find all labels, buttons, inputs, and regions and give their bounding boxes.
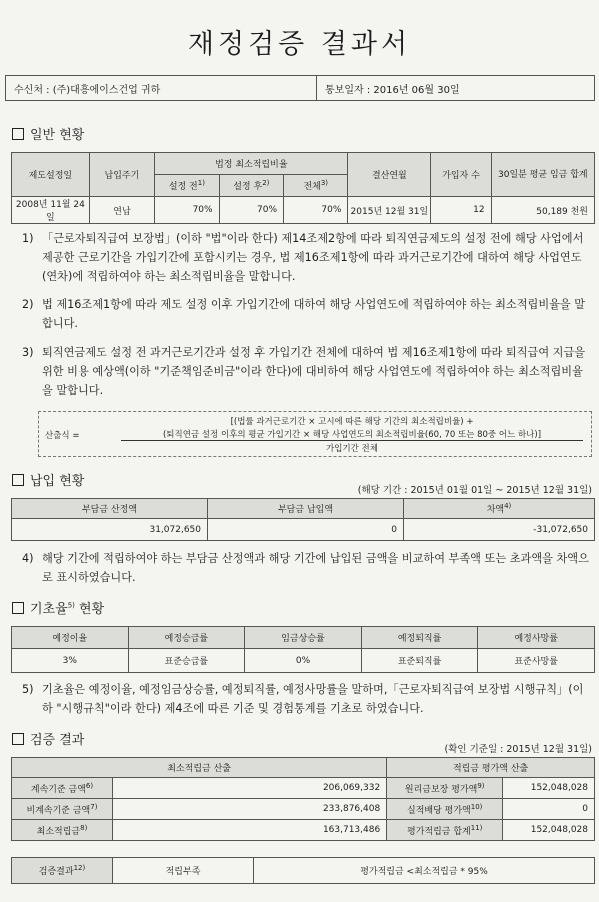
- row-label-text: 최소적립금: [36, 826, 81, 837]
- document-title: 재정검증 결과서: [187, 29, 412, 60]
- th-after: [219, 175, 283, 197]
- th-members: 가입자 수: [431, 153, 491, 197]
- check-date: (확인 기준일 : 2015년 12월 31일): [444, 744, 592, 755]
- footnote-ref: 8): [80, 823, 88, 832]
- checkbox-icon: [12, 474, 24, 486]
- th-diff-label: 차액: [486, 505, 505, 515]
- row-label: [12, 799, 113, 820]
- th-eval: 적립금 평가액 산출: [387, 758, 595, 778]
- formula-numerator-1: [(법률 과거근로기간 × 고시에 따른 해당 기간의 최소적립비율) +: [230, 417, 474, 427]
- cell-diff: -31,072,650: [404, 519, 595, 541]
- footnote-num: 3): [22, 346, 34, 359]
- th-burden: 부담금 산정액: [12, 499, 208, 519]
- footnote-num: 5): [22, 683, 34, 696]
- cell-members: 12: [431, 197, 491, 224]
- footnote-ref: 7): [90, 802, 98, 811]
- basis-table: [11, 626, 595, 673]
- cell-mortality: 표준사망률: [478, 649, 595, 673]
- footnote-text: 「근로자퇴직급여 보장법」(이하 "법"이라 한다) 제14조제2항에 따라 퇴직연금제도의 설정 전에 해당 사업에서 제공한 근로기간을 가입기간에 포함시키는 경우, 법 제16조제1항에 따라 과거근로기간에 대하여 해당 사업연도(연차)에 적립하여야 하는 최소적립비율을 말합니다.: [42, 232, 584, 283]
- row-label: [12, 778, 113, 799]
- th-diff: [404, 499, 595, 519]
- th-promotion: 예정승급률: [128, 627, 245, 649]
- footnote-num: 1): [22, 232, 34, 245]
- cell-avg-wage: 50,189 천원: [491, 197, 594, 224]
- row-label-text: 계속기준 금액: [30, 784, 86, 795]
- cell-after: 70%: [219, 197, 283, 224]
- row-value: 206,069,332: [113, 778, 387, 799]
- table-row: [12, 799, 595, 820]
- section-result: [12, 729, 84, 748]
- th-before-label: 설정 전: [168, 182, 198, 192]
- payment-period: (해당 기간 : 2015년 01월 01일 ~ 2015년 12월 31일): [357, 485, 592, 496]
- footnote-text: 법 제16조제1항에 따라 제도 설정 이후 가입기간에 대하여 해당 사업연도에 적립하여야 하는 최소적립비율을 말합니다.: [42, 298, 586, 330]
- row-label-text: 실적배당 평가액: [407, 805, 471, 816]
- notice-date: 통보일자 : 2016년 06월 30일: [325, 84, 460, 96]
- row-label: [387, 778, 503, 799]
- section-basis-title: [30, 598, 104, 617]
- footnote-ref: 10): [470, 802, 483, 811]
- row-label: [387, 799, 503, 820]
- footnote-text: 퇴직연금제도 설정 전 과거근로기간과 설정 후 가입기간 전체에 대하여 법 제16조제1항에 따라 퇴직급여 지급을 위한 비용 예상액(이하 "기준책임준비금"이라 한다)에 대비하여 해당 사업연도에 적립하여야 하는 최소적립비율을 말합니다.: [42, 346, 586, 397]
- row-label: [12, 820, 113, 841]
- cell-paid: 0: [208, 519, 404, 541]
- section-payment: [12, 470, 84, 489]
- row-label: [387, 820, 503, 841]
- cell-rate: 3%: [12, 649, 129, 673]
- footnote-ref: 9): [477, 781, 485, 790]
- section-basis-tail: 현황: [79, 602, 105, 617]
- formula-numerator-2: (퇴직연금 설정 이후의 평균 가입기간 × 해당 사업연도의 최소적립비율(60, 70 또는 80중 어느 하나)]: [162, 430, 542, 440]
- th-settle: 결산연월: [348, 153, 431, 197]
- footnote-3: [22, 343, 590, 400]
- final-result-table: [11, 857, 595, 884]
- footnote-text: 기초율은 예정이율, 예정임금상승률, 예정퇴직률, 예정사망률을 말하며,「근로자퇴직급여 보장법 시행규칙」(이하 "시행규칙"이라 한다) 제4조에 따른 기준 및 경험통계를 기초로 하였습니다.: [42, 683, 584, 715]
- footnote-5: [22, 680, 590, 718]
- final-label-text: 검증결과: [38, 867, 74, 877]
- row-value: 163,713,486: [113, 820, 387, 841]
- cell-retirement: 표준퇴직률: [361, 649, 478, 673]
- th-total-label: 전체: [303, 182, 321, 192]
- table-row: [12, 820, 595, 841]
- footnote-4: [22, 549, 590, 587]
- th-wage-growth: 임금상승률: [245, 627, 362, 649]
- footnote-2: [22, 295, 590, 333]
- footnote-ref: 2): [262, 179, 270, 187]
- table-row: [12, 858, 595, 884]
- formula-denominator: 가입기간 전체: [326, 444, 378, 454]
- footnote-num: 4): [22, 552, 34, 565]
- table-row: [12, 649, 595, 673]
- cell-setup-date: 2008년 11월 24일: [12, 197, 90, 224]
- result-table: [11, 757, 595, 841]
- section-basis: [12, 598, 104, 617]
- fraction-line: [121, 440, 583, 441]
- row-label-text: 비계속기준 금액: [26, 805, 91, 816]
- th-setup-date: 제도설정일: [12, 153, 90, 197]
- cell-total: 70%: [284, 197, 348, 224]
- cell-promotion: 표준승급률: [128, 649, 245, 673]
- th-payment-cycle: 납입주기: [89, 153, 154, 197]
- cell-wage-growth: 0%: [245, 649, 362, 673]
- section-payment-title: 납입 현황: [30, 474, 85, 489]
- th-legal-ratio: 법정 최소적립비율: [155, 153, 348, 175]
- section-general-title: 일반 현황: [30, 128, 85, 143]
- th-retirement: 예정퇴직률: [361, 627, 478, 649]
- section-basis-label: 기초율: [30, 602, 68, 617]
- payment-table: [11, 498, 595, 541]
- section-general: [12, 124, 84, 143]
- th-avg-wage: 30일분 평균 임금 합계: [491, 153, 594, 197]
- table-row: [12, 519, 595, 541]
- th-after-label: 설정 후: [233, 182, 263, 192]
- formula-box: [38, 411, 592, 457]
- cell-payment-cycle: 연납: [89, 197, 154, 224]
- footnote-ref: 3): [320, 179, 329, 187]
- final-label: [12, 858, 113, 884]
- final-status: 적립부족: [113, 858, 254, 884]
- row-value: 152,048,028: [503, 778, 595, 799]
- footnote-ref: 11): [470, 823, 483, 832]
- th-rate: 예정이율: [12, 627, 129, 649]
- checkbox-icon: [12, 128, 24, 140]
- table-row: [12, 197, 595, 224]
- cell-before: 70%: [155, 197, 219, 224]
- th-total: [284, 175, 348, 197]
- footnote-ref: 12): [73, 864, 86, 872]
- footnote-text: 해당 기간에 적립하여야 하는 부담금 산정액과 해당 기간에 납입된 금액을 비교하여 부족액 또는 초과액을 차액으로 표시하였습니다.: [42, 552, 589, 584]
- checkbox-icon: [12, 733, 24, 745]
- row-label-text: 원리금보장 평가액: [404, 784, 478, 795]
- general-table: [11, 152, 595, 224]
- footnote-ref: 5): [67, 601, 75, 610]
- section-result-title: 검증 결과: [30, 733, 85, 748]
- cell-settle: 2015년 12월 31일: [348, 197, 431, 224]
- row-value: 0: [503, 799, 595, 820]
- formula-label: 산출식 =: [45, 431, 80, 441]
- table-row: [12, 778, 595, 799]
- row-label-text: 평가적립금 합계: [407, 826, 471, 837]
- checkbox-icon: [12, 602, 24, 614]
- th-paid: 부담금 납입액: [208, 499, 404, 519]
- recipient: 수신처 : (주)대흥에이스건업 귀하: [6, 76, 317, 100]
- footnote-num: 2): [22, 298, 34, 311]
- footnote-ref: 6): [85, 781, 94, 790]
- footnote-ref: 1): [197, 179, 205, 187]
- final-detail: 평가적립금 <최소적립금 * 95%: [254, 858, 595, 884]
- row-value: 233,876,408: [113, 799, 387, 820]
- row-value: 152,048,028: [503, 820, 595, 841]
- footnote-ref: 4): [504, 502, 512, 510]
- footnote-1: [22, 229, 590, 286]
- th-min-reserve: 최소적립금 산출: [12, 758, 387, 778]
- header-bar: [5, 75, 595, 101]
- th-before: [155, 175, 219, 197]
- th-mortality: 예정사망률: [478, 627, 595, 649]
- cell-burden: 31,072,650: [12, 519, 208, 541]
